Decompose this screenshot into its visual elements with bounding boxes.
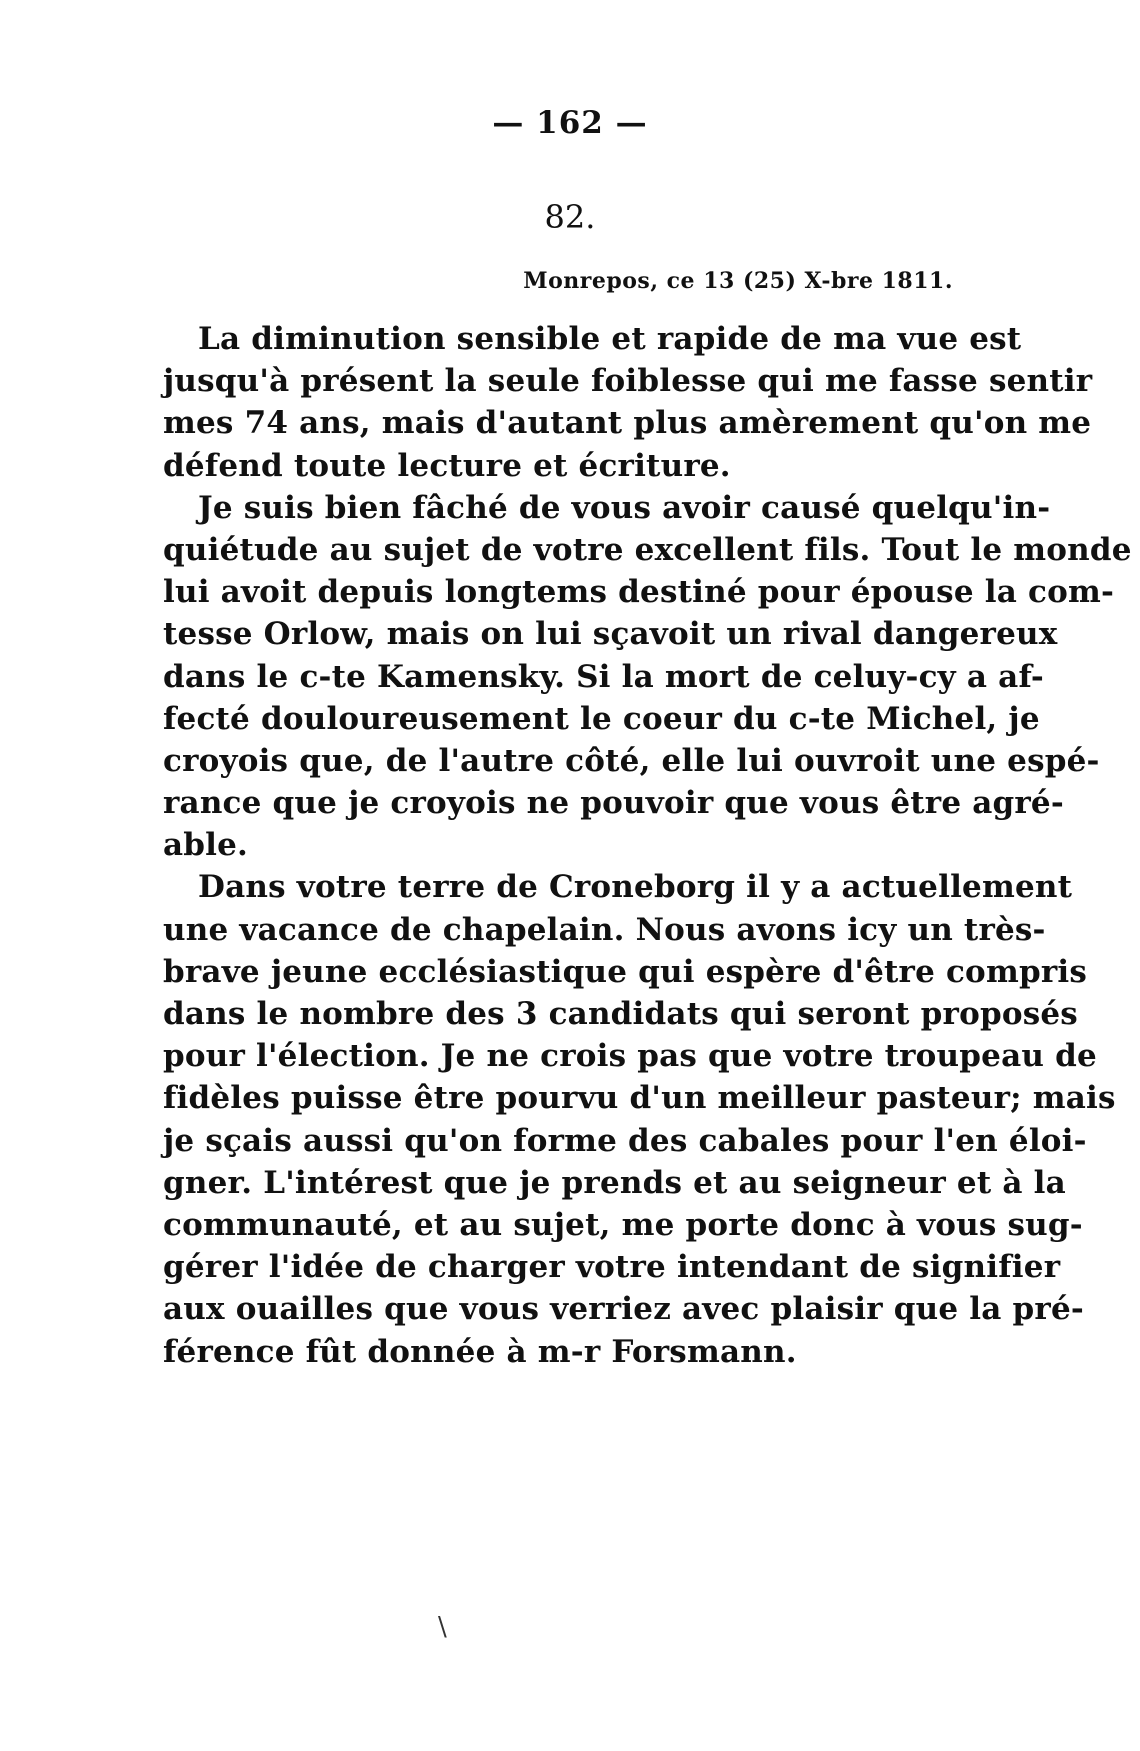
text-line: communauté, et au sujet, me porte donc à vous sug- (163, 1206, 1083, 1243)
letter-number: 82. (544, 198, 596, 236)
text-line: brave jeune ecclésiastique qui espère d'être compris (163, 953, 1087, 990)
text-line: fidèles puisse être pourvu d'un meilleur pasteur; mais (163, 1080, 1116, 1117)
text-line: gner. L'intérest que je prends et au seigneur et à la (163, 1164, 1066, 1201)
text-line: able. (163, 827, 249, 864)
text-line: pour l'élection. Je ne crois pas que votre troupeau de (163, 1038, 1097, 1075)
paragraph (163, 318, 1093, 487)
paragraph (163, 866, 1116, 1372)
text-line: Dans votre terre de Croneborg il y a actuellement (198, 869, 1073, 906)
text-line: dans le nombre des 3 candidats qui seront proposés (163, 996, 1078, 1032)
letter-body (163, 318, 1132, 1373)
text-line: aux ouailles que vous verriez avec plaisir que la pré- (163, 1291, 1084, 1328)
text-line: défend toute lecture et écriture. (163, 447, 731, 484)
text-line: mes 74 ans, mais d'autant plus amèrement qu'on me (163, 405, 1092, 442)
text-line: La diminution sensible et rapide de ma vue est (198, 321, 1022, 357)
text-line: je sçais aussi qu'on forme des cabales pour l'en éloi- (163, 1122, 1087, 1159)
text-line: gérer l'idée de charger votre intendant de signifier (163, 1249, 1061, 1286)
text-line: dans le c-te Kamensky. Si la mort de celuy-cy a af- (163, 658, 1044, 695)
page-number: — 162 — (492, 105, 648, 141)
text-line: croyois que, de l'autre côté, elle lui ouvroit une espé- (163, 742, 1100, 779)
text-line: rance que je croyois ne pouvoir que vous être agré- (163, 785, 1064, 822)
text-line: quiétude au sujet de votre excellent fils. Tout le monde (163, 531, 1132, 568)
text-line: fecté douloureusement le coeur du c-te Michel, je (163, 700, 1040, 737)
stray-mark: \ (438, 1612, 447, 1642)
text-line: férence fût donnée à m-r Forsmann. (163, 1333, 797, 1370)
paragraph (163, 487, 1132, 867)
text-line: tesse Orlow, mais on lui sçavoit un rival dangereux (163, 616, 1058, 653)
dateline: Monrepos, ce 13 (25) X-bre 1811. (523, 268, 953, 294)
text-line: jusqu'à présent la seule foiblesse qui me fasse sentir (163, 363, 1093, 400)
text-line: lui avoit depuis longtems destiné pour épouse la com- (163, 574, 1115, 611)
text-line: une vacance de chapelain. Nous avons icy un très- (163, 911, 1046, 948)
text-line: Je suis bien fâché de vous avoir causé quelqu'in- (198, 489, 1051, 526)
